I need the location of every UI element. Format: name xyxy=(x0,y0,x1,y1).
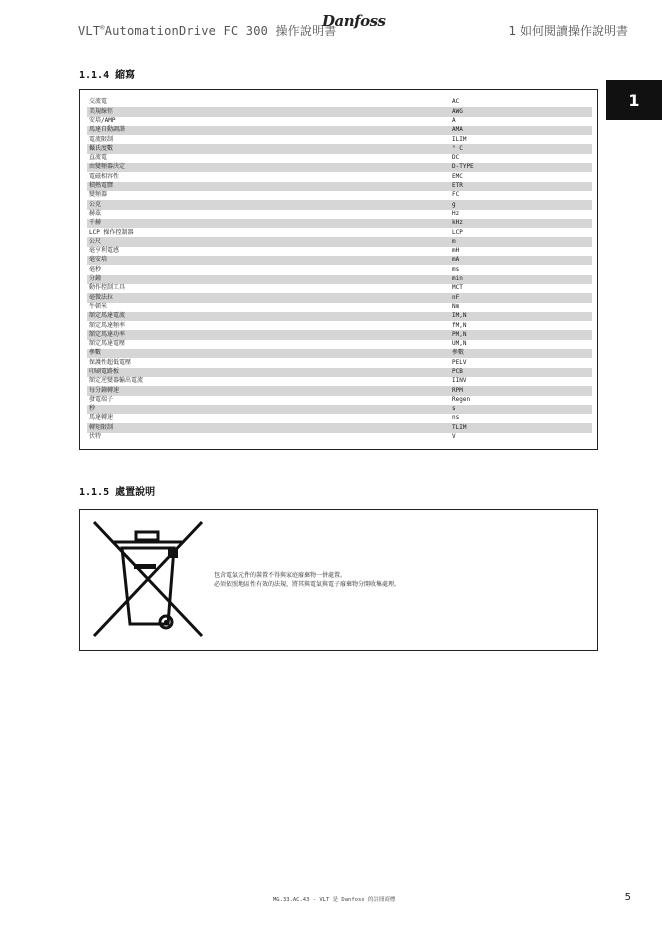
abbreviation-term: 秒 xyxy=(87,405,450,414)
abbreviation-term: 公克 xyxy=(87,200,450,209)
abbreviation-row xyxy=(87,144,592,153)
footer-doc-code: MG.33.AC.43 - VLT 是 Danfoss 的註冊商標 xyxy=(273,897,396,903)
abbreviation-row xyxy=(87,284,592,293)
abbreviation-term: LCP 操作控制器 xyxy=(89,228,134,236)
abbreviation-code: m xyxy=(450,237,592,246)
abbreviation-code: fM,N xyxy=(452,321,467,329)
page-number: 5 xyxy=(624,892,631,903)
abbreviation-code: ° C xyxy=(450,144,592,153)
section-heading-abbreviations xyxy=(79,66,135,81)
abbreviation-term: 千赫 xyxy=(87,219,450,228)
product-name: AutomationDrive FC 300 操作說明書 xyxy=(104,24,337,38)
abbreviation-term: 每分鐘轉速 xyxy=(87,386,450,395)
chapter-tab: 1 xyxy=(606,80,662,120)
crossed-out-wheelie-bin-icon xyxy=(90,518,208,642)
abbreviation-row xyxy=(87,191,592,200)
abbreviation-term: 美規線徑 xyxy=(87,107,450,116)
abbreviation-code: PM,N xyxy=(450,330,592,339)
abbreviation-row xyxy=(87,172,592,181)
abbreviation-code: PCB xyxy=(450,368,592,377)
section-number: 1.1.4 xyxy=(79,70,110,81)
abbreviation-term: 馬達轉速 xyxy=(89,414,114,422)
abbreviation-row xyxy=(87,340,592,349)
abbreviation-row xyxy=(87,107,592,116)
abbreviation-term: 發電端子 xyxy=(89,395,114,403)
abbreviation-row xyxy=(87,358,592,367)
abbreviation-row xyxy=(87,377,592,386)
abbreviation-term: 毫秒 xyxy=(89,265,102,273)
abbreviation-row xyxy=(87,126,592,135)
abbreviation-code: LCP xyxy=(452,228,463,236)
registered-mark: ® xyxy=(100,24,105,32)
abbreviation-term: 電磁相容性 xyxy=(89,172,120,180)
abbreviation-code: RPM xyxy=(450,386,592,395)
abbreviation-code: V xyxy=(452,433,456,441)
abbreviation-row xyxy=(87,396,592,405)
abbreviation-row xyxy=(87,247,592,256)
section-title: 處置說明 xyxy=(115,487,156,498)
abbreviation-term: 印刷電路板 xyxy=(87,368,450,377)
abbreviation-term: 公尺 xyxy=(87,237,450,246)
abbreviation-row xyxy=(87,256,592,265)
abbreviation-row xyxy=(87,275,592,284)
abbreviation-term: 參數 xyxy=(87,349,450,358)
abbreviation-row xyxy=(87,219,592,228)
abbreviation-code: nF xyxy=(450,293,592,302)
abbreviation-code: EMC xyxy=(452,172,463,180)
abbreviation-term: 保護性超低電壓 xyxy=(89,358,132,366)
abbreviation-code: FC xyxy=(452,191,460,199)
abbreviation-code: AMA xyxy=(450,126,592,135)
section-title: 縮寫 xyxy=(115,70,136,81)
abbreviation-row xyxy=(87,414,592,423)
abbreviation-row xyxy=(87,182,592,191)
section-heading-disposal xyxy=(79,483,155,498)
abbreviation-term: 毫亨利電感 xyxy=(89,247,120,255)
abbreviation-code: mH xyxy=(452,247,460,255)
abbreviation-row xyxy=(87,228,592,237)
abbreviation-code: PELV xyxy=(452,358,467,366)
abbreviation-row xyxy=(87,237,592,246)
abbreviation-row xyxy=(87,154,592,163)
abbreviation-code: ETR xyxy=(450,182,592,191)
abbreviation-term: 牛頓米 xyxy=(89,302,108,310)
abbreviation-row xyxy=(87,405,592,414)
abbreviation-row xyxy=(87,293,592,302)
abbreviation-code: ns xyxy=(452,414,460,422)
abbreviation-row xyxy=(87,303,592,312)
abbreviation-code: Hz xyxy=(452,209,460,217)
abbreviation-row xyxy=(87,321,592,330)
abbreviation-code: s xyxy=(450,405,592,414)
abbreviation-code: A xyxy=(452,116,456,124)
disposal-line-1: 包含電氣元件的裝置不得與家庭廢棄物一併處置。 xyxy=(214,572,347,579)
abbreviation-code: AWG xyxy=(450,107,592,116)
abbreviation-row xyxy=(87,98,592,107)
abbreviation-row xyxy=(87,386,592,395)
abbreviation-term: 額定馬達電流 xyxy=(87,312,450,321)
abbreviation-row xyxy=(87,163,592,172)
section-number: 1.1.5 xyxy=(79,487,110,498)
abbreviation-row xyxy=(87,210,592,219)
abbreviation-row xyxy=(87,423,592,432)
abbreviation-row xyxy=(87,368,592,377)
header-chapter-title: 1 如何閱讀操作說明書 xyxy=(508,24,628,38)
abbreviation-code: ILIM xyxy=(452,135,467,143)
abbreviation-row xyxy=(87,349,592,358)
abbreviation-code: Nm xyxy=(452,302,460,310)
abbreviations-table xyxy=(87,98,592,442)
abbreviation-code: g xyxy=(450,200,592,209)
abbreviation-term: 積熱電驛 xyxy=(87,182,450,191)
abbreviation-code: ms xyxy=(452,265,460,273)
abbreviation-code: min xyxy=(450,275,592,284)
abbreviation-code: IM,N xyxy=(450,312,592,321)
abbreviation-term: 變頻器 xyxy=(89,191,108,199)
abbreviation-term: 分鐘 xyxy=(87,275,450,284)
product-prefix: VLT xyxy=(78,24,101,38)
abbreviation-row xyxy=(87,200,592,209)
abbreviation-term: 馬達自動調諧 xyxy=(87,126,450,135)
abbreviation-term: 赫茲 xyxy=(89,209,102,217)
disposal-line-2: 必須依照地區性有效的法規，將其與電氣與電子廢棄物分開收集處理。 xyxy=(214,581,401,588)
abbreviation-row xyxy=(87,433,592,442)
abbreviation-term: 交流電 xyxy=(89,98,108,106)
abbreviation-code: UM,N xyxy=(452,340,467,348)
abbreviation-row xyxy=(87,135,592,144)
abbreviation-row xyxy=(87,330,592,339)
logo-text: Danfoss xyxy=(322,12,386,30)
abbreviation-code: AC xyxy=(452,98,460,106)
abbreviation-row xyxy=(87,312,592,321)
abbreviation-term: 動作控制工具 xyxy=(89,284,126,292)
abbreviation-term: 電流限制 xyxy=(89,135,114,143)
abbreviation-code: 參數 xyxy=(450,349,592,358)
abbreviation-code: kHz xyxy=(450,219,592,228)
abbreviation-code: TLIM xyxy=(450,423,592,432)
abbreviation-code: DC xyxy=(452,154,460,162)
abbreviation-term: 額定馬達功率 xyxy=(87,330,450,339)
abbreviation-code: Regen xyxy=(452,395,471,403)
disposal-text xyxy=(214,571,400,589)
abbreviation-term: 安培/AMP xyxy=(89,116,116,124)
abbreviation-term: 毫微法拉 xyxy=(87,293,450,302)
danfoss-logo xyxy=(322,12,384,34)
abbreviation-row xyxy=(87,117,592,126)
abbreviation-term: 額定馬達電壓 xyxy=(89,340,126,348)
abbreviation-term: 伏特 xyxy=(89,433,102,441)
abbreviation-term: 額定逆變器輸出電流 xyxy=(89,377,144,385)
header-product-title xyxy=(78,22,336,39)
abbreviation-code: IINV xyxy=(452,377,467,385)
abbreviation-term: 由變頻器決定 xyxy=(87,163,450,172)
abbreviation-term: 直流電 xyxy=(89,154,108,162)
abbreviation-term: 轉矩限制 xyxy=(87,423,450,432)
abbreviation-code: mA xyxy=(450,256,592,265)
abbreviation-row xyxy=(87,265,592,274)
abbreviation-term: 毫安培 xyxy=(87,256,450,265)
abbreviation-term: 額定馬達頻率 xyxy=(89,321,126,329)
abbreviation-code: D-TYPE xyxy=(450,163,592,172)
abbreviation-term: 攝氏度數 xyxy=(87,144,450,153)
abbreviation-code: MCT xyxy=(452,284,463,292)
